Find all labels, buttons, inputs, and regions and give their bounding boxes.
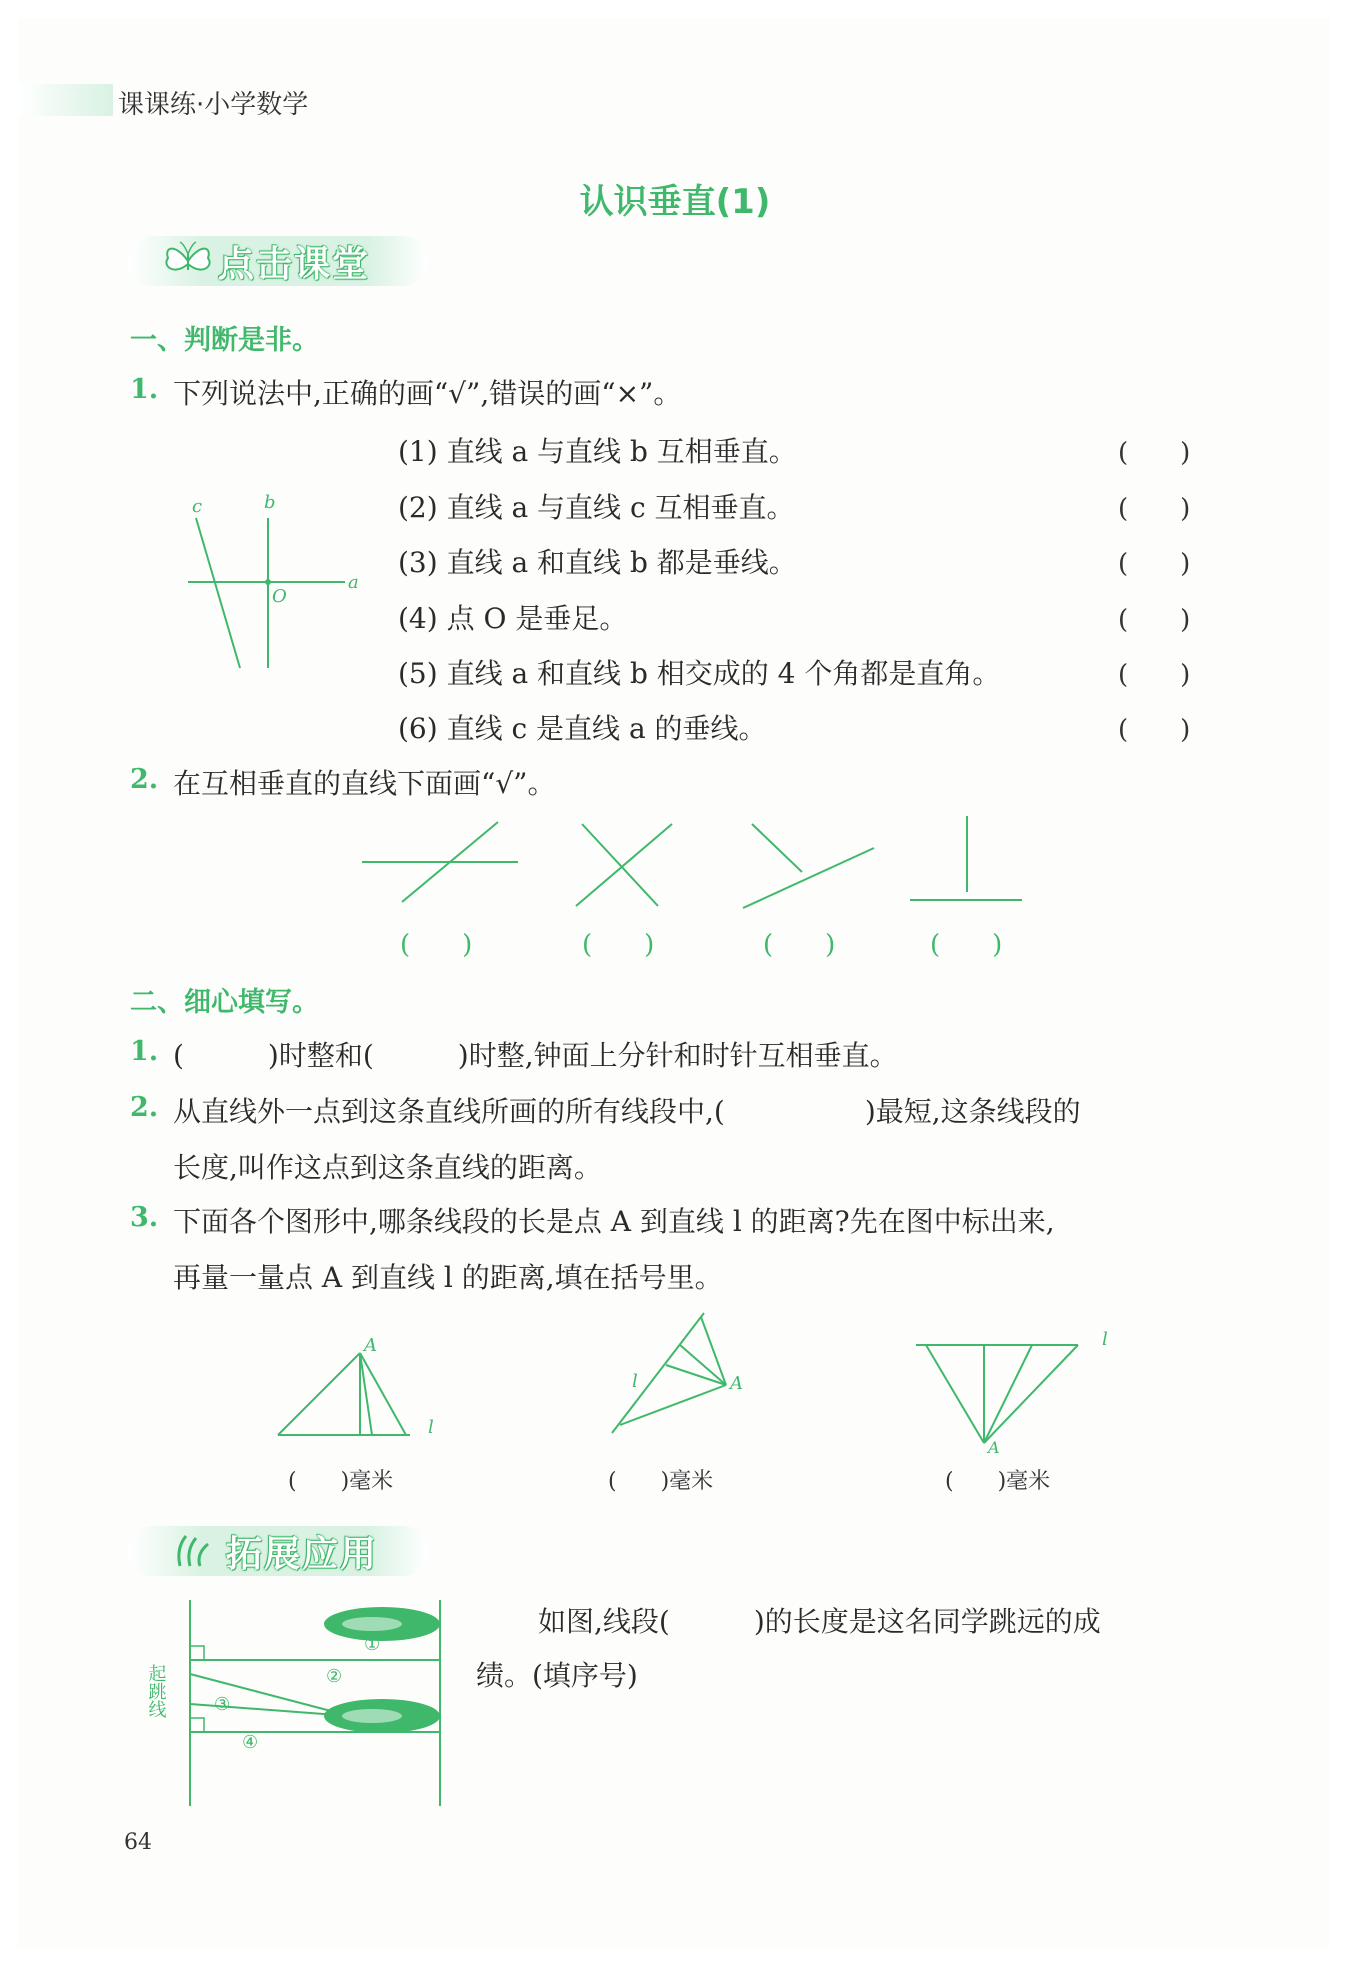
butterfly-icon	[158, 236, 218, 286]
pair3-line2	[743, 848, 874, 908]
perpendicular-lines-figure	[180, 490, 360, 670]
q3-answer-1[interactable]: ( )毫米	[288, 1469, 394, 1494]
statement-3: (3) 直线 a 和直线 b 都是垂线。	[398, 546, 797, 579]
q2-number: 2.	[130, 764, 159, 795]
svg-text:A: A	[730, 1373, 743, 1394]
line-c	[196, 518, 240, 668]
q2-answer-2[interactable]: ( )	[582, 930, 655, 960]
p2-q3-line1: 下面各个图形中,哪条线段的长是点 A 到直线 l 的距离?先在图中标出来,	[173, 1205, 1055, 1238]
series-title: 课课练·小学数学	[118, 90, 309, 120]
classroom-banner	[128, 236, 428, 286]
answer-blank-6[interactable]: ( )	[1118, 715, 1191, 745]
q3-answer-2[interactable]: ( )毫米	[608, 1469, 714, 1494]
part1-heading: 一、判断是非。	[130, 325, 319, 356]
part3-text-line1: 如图,线段( )的长度是这名同学跳远的成	[538, 1605, 1101, 1638]
q2-answer-1[interactable]: ( )	[400, 930, 473, 960]
figure-1	[278, 1335, 434, 1438]
header-band	[18, 84, 113, 116]
q2-answer-4[interactable]: ( )	[930, 930, 1003, 960]
pair2-line1	[582, 824, 658, 906]
line-pairs-figure	[350, 810, 1030, 920]
page-title: 认识垂直(1)	[579, 182, 771, 222]
long-jump-figure	[145, 1598, 450, 1808]
p2-q3-line2: 再量一量点 A 到直线 l 的距离,填在括号里。	[173, 1261, 723, 1294]
svg-text:l: l	[632, 1371, 638, 1392]
classroom-banner-label: 点击课堂	[218, 243, 371, 285]
answer-blank-2[interactable]: ( )	[1118, 494, 1191, 524]
pair3-line1	[752, 824, 802, 872]
statement-4: (4) 点 O 是垂足。	[398, 602, 628, 635]
label-a: a	[348, 572, 359, 593]
svg-text:③: ③	[214, 1694, 231, 1715]
p2-q2-line1: 从直线外一点到这条直线所画的所有线段中,( )最短,这条线段的	[173, 1095, 1081, 1128]
svg-text:l: l	[1102, 1329, 1108, 1350]
q3-answer-3[interactable]: ( )毫米	[945, 1469, 1051, 1494]
figure-3	[916, 1329, 1108, 1457]
part3-text-line2: 绩。(填序号)	[476, 1659, 638, 1692]
p2-q3-number: 3.	[130, 1202, 159, 1233]
statement-5: (5) 直线 a 和直线 b 相交成的 4 个角都是直角。	[398, 657, 1001, 690]
answer-blank-4[interactable]: ( )	[1118, 605, 1191, 635]
extension-banner	[128, 1526, 428, 1576]
p2-q2-number: 2.	[130, 1092, 159, 1123]
extension-banner-label: 拓展应用	[226, 1533, 379, 1575]
page-number: 64	[124, 1830, 152, 1855]
grass-icon	[166, 1526, 226, 1576]
p2-q1-text: ( )时整和( )时整,钟面上分针和时针互相垂直。	[173, 1039, 898, 1072]
takeoff-label: 起跳线	[145, 1664, 167, 1718]
q2-instruction: 在互相垂直的直线下面画“√”。	[173, 767, 556, 800]
svg-text:A: A	[988, 1438, 1000, 1457]
p2-q2-line2: 长度,叫作这点到这条直线的距离。	[173, 1151, 602, 1184]
svg-text:A: A	[364, 1335, 377, 1356]
label-b: b	[264, 492, 276, 513]
point-o	[265, 579, 271, 585]
svg-text:②: ②	[326, 1666, 343, 1687]
statement-6: (6) 直线 c 是直线 a 的垂线。	[398, 712, 767, 745]
answer-blank-5[interactable]: ( )	[1118, 660, 1191, 690]
q1-number: 1.	[130, 374, 159, 405]
q1-instruction: 下列说法中,正确的画“√”,错误的画“×”。	[173, 377, 682, 410]
label-o: O	[272, 586, 287, 607]
distance-figures	[260, 1305, 1160, 1455]
pair2-line2	[576, 824, 672, 906]
p2-q1-number: 1.	[130, 1036, 159, 1067]
part2-heading: 二、细心填写。	[130, 987, 319, 1018]
figure-2	[612, 1313, 743, 1433]
q2-answer-3[interactable]: ( )	[763, 930, 836, 960]
label-c: c	[192, 496, 203, 517]
statement-1: (1) 直线 a 与直线 b 互相垂直。	[398, 435, 797, 468]
answer-blank-3[interactable]: ( )	[1118, 549, 1191, 579]
answer-blank-1[interactable]: ( )	[1118, 438, 1191, 468]
footprint-top	[324, 1607, 440, 1641]
svg-text:④: ④	[242, 1732, 259, 1753]
footprint-bottom	[324, 1699, 440, 1733]
statement-2: (2) 直线 a 与直线 c 互相垂直。	[398, 491, 795, 524]
svg-text:l: l	[428, 1417, 434, 1438]
svg-text:①: ①	[364, 1634, 381, 1655]
